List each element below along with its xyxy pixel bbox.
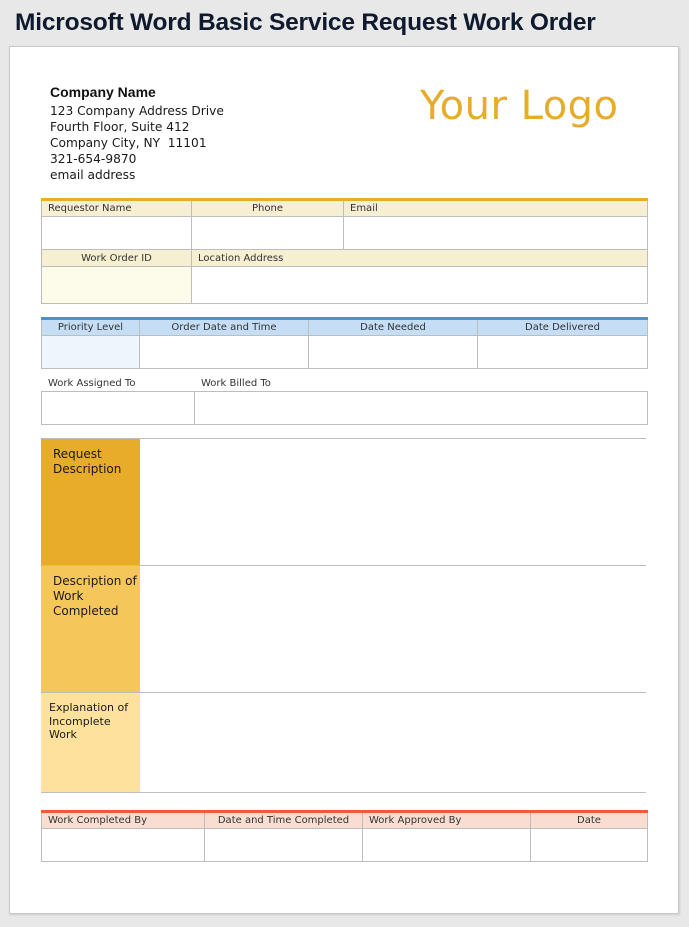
logo-placeholder: Your Logo [420,83,619,129]
order-date-time-field[interactable] [140,336,309,369]
request-description-label: Request Description [41,439,140,565]
order-date-time-header: Order Date and Time [140,319,309,336]
requestor-name-header: Requestor Name [42,200,192,217]
company-address-line1: 123 Company Address Drive [50,104,224,118]
work-order-sheet [9,46,679,914]
company-email: email address [50,168,136,182]
work-completed-by-field[interactable] [42,829,205,862]
requestor-name-field[interactable] [42,217,192,250]
incomplete-work-section [41,692,646,793]
schedule-table [41,317,648,369]
location-address-header: Location Address [192,250,648,267]
date-header: Date [531,812,648,829]
work-assigned-to-field[interactable] [42,392,195,425]
email-field[interactable] [344,217,648,250]
completion-table [41,810,648,862]
priority-level-header: Priority Level [42,319,140,336]
work-completed-field[interactable] [140,566,646,692]
assignment-table [41,391,648,425]
date-delivered-header: Date Delivered [478,319,648,336]
company-name: Company Name [50,84,156,100]
incomplete-work-label: Explanation of Incomplete Work [41,693,140,792]
company-address-line2: Fourth Floor, Suite 412 [50,120,190,134]
incomplete-work-field[interactable] [140,693,646,792]
request-description-field[interactable] [140,439,646,565]
work-order-id-field[interactable] [42,267,192,304]
date-needed-header: Date Needed [309,319,478,336]
work-billed-to-field[interactable] [195,392,648,425]
company-phone: 321-654-9870 [50,152,137,166]
work-completed-label: Description of Work Completed [41,566,140,692]
company-info [50,83,224,183]
work-approved-by-field[interactable] [363,829,531,862]
work-completed-by-header: Work Completed By [42,812,205,829]
work-approved-by-header: Work Approved By [363,812,531,829]
work-completed-section [41,565,646,692]
work-assigned-to-label: Work Assigned To [48,378,136,389]
date-time-completed-field[interactable] [205,829,363,862]
date-time-completed-header: Date and Time Completed [205,812,363,829]
priority-level-field[interactable] [42,336,140,369]
requestor-table [41,198,648,304]
phone-field[interactable] [192,217,344,250]
work-billed-to-label: Work Billed To [201,378,271,389]
date-field[interactable] [531,829,648,862]
work-order-id-header: Work Order ID [42,250,192,267]
request-description-section [41,438,646,565]
email-header: Email [344,200,648,217]
company-city-state-zip: Company City, NY 11101 [50,136,207,150]
page-title: Microsoft Word Basic Service Request Work Order [15,9,596,36]
location-address-field[interactable] [192,267,648,304]
date-needed-field[interactable] [309,336,478,369]
phone-header: Phone [192,200,344,217]
date-delivered-field[interactable] [478,336,648,369]
